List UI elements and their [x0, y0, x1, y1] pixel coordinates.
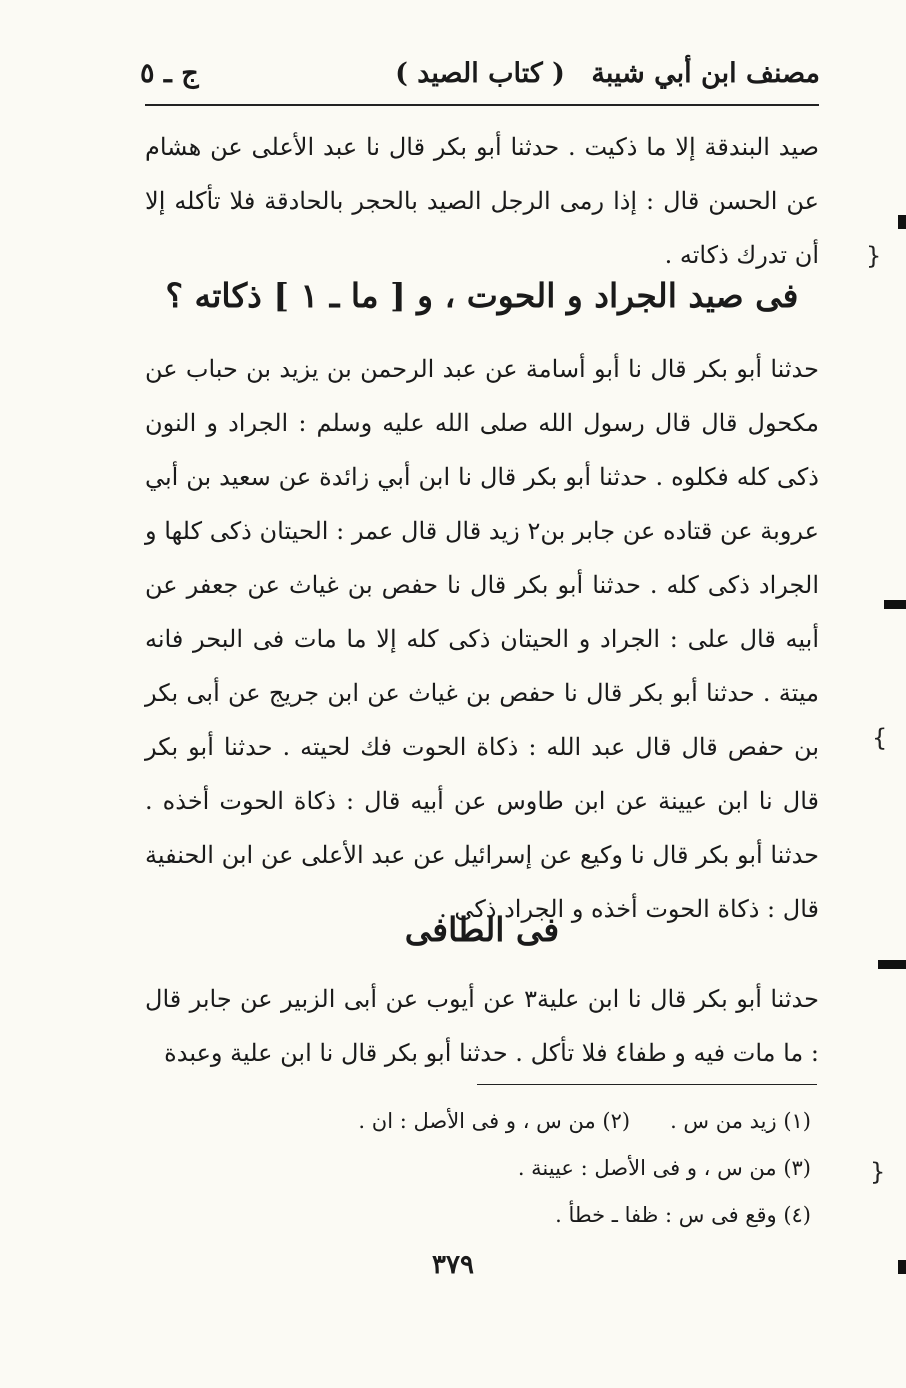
- header-rule: [145, 104, 819, 106]
- footnote-1: (١) زيد من س .: [670, 1109, 811, 1133]
- page-number: ٣٧٩: [432, 1250, 474, 1280]
- footnote-4: (٤) وقع فى س : ظفا ـ خطأ .: [555, 1203, 811, 1227]
- margin-bracket: }: [870, 1158, 886, 1186]
- section-heading-floating: فى الطافى: [404, 910, 560, 949]
- margin-bracket: }: [866, 242, 882, 270]
- book-title: مصنف ابن أبي شيبة: [591, 58, 820, 89]
- intro-paragraph: صيد البندقة إلا ما ذكيت . حدثنا أبو بكر قال نا عبد الأعلى عن هشام عن الحسن قال : إذا رمى الرجل الصيد بالحجر بالحادقة فلا تأكله إلا أن تدرك ذكاته .: [145, 133, 819, 269]
- margin-mark: [878, 960, 906, 969]
- chapter-title: ( كتاب الصيد ): [395, 58, 565, 89]
- section-paragraph-floating: حدثنا أبو بكر قال نا ابن علية٣ عن أيوب عن أبى الزبير عن جابر قال : ما مات فيه و طفا٤ فلا تأكل . حدثنا أبو بكر قال نا ابن علية وعبدة: [145, 985, 819, 1067]
- footnote-rule: [477, 1084, 817, 1085]
- footnote-row: [145, 1098, 819, 1145]
- margin-mark: [884, 600, 906, 609]
- section-paragraph-locust-fish: حدثنا أبو بكر قال نا أبو أسامة عن عبد الرحمن بن يزيد بن حباب عن مكحول قال قال رسول الله صلى الله عليه وسلم : الجراد و النون ذكى كله فكلوه . حدثنا أبو بكر قال نا ابن أبي زائدة عن سعيد بن أبي عروبة عن قتاده عن جابر بن٢ زيد قال قال عمر : الحيتان ذكى كلها و الجراد ذكى كله . حدثنا أبو بكر قال نا حفص بن غياث عن جعفر عن أبيه قال على : الجراد و الحيتان ذكى كله إلا ما مات فى البحر فانه ميتة . حدثنا أبو بكر قال نا حفص بن غياث عن ابن جريج عن أبى بكر بن حفص قال قال عبد الله : ذكاة الحوت فك لحيته . حدثنا أبو بكر قال نا ابن عيينة عن ابن طاوس عن أبيه قال : ذكاة الحوت أخذه . حدثنا أبو بكر قال نا وكيع عن إسرائيل عن عبد الأعلى عن ابن الحنفية قال : ذكاة الحوت أخذه و الجراد ذكى .: [145, 355, 819, 923]
- footnote-3: (٣) من س ، و فى الأصل : عيينة .: [517, 1156, 811, 1180]
- footnote-2: (٢) من س ، و فى الأصل : ان .: [358, 1109, 631, 1133]
- running-header: [140, 52, 820, 96]
- margin-bracket: {: [872, 724, 888, 752]
- margin-mark: [898, 1260, 906, 1274]
- section-heading-locust-fish: فى صيد الجراد و الحوت ، و [ ما ـ ١ ] ذكاته ؟: [165, 276, 799, 315]
- margin-mark: [898, 215, 906, 229]
- volume-number: ج ـ ٥: [140, 58, 199, 89]
- footnotes: [145, 1098, 819, 1239]
